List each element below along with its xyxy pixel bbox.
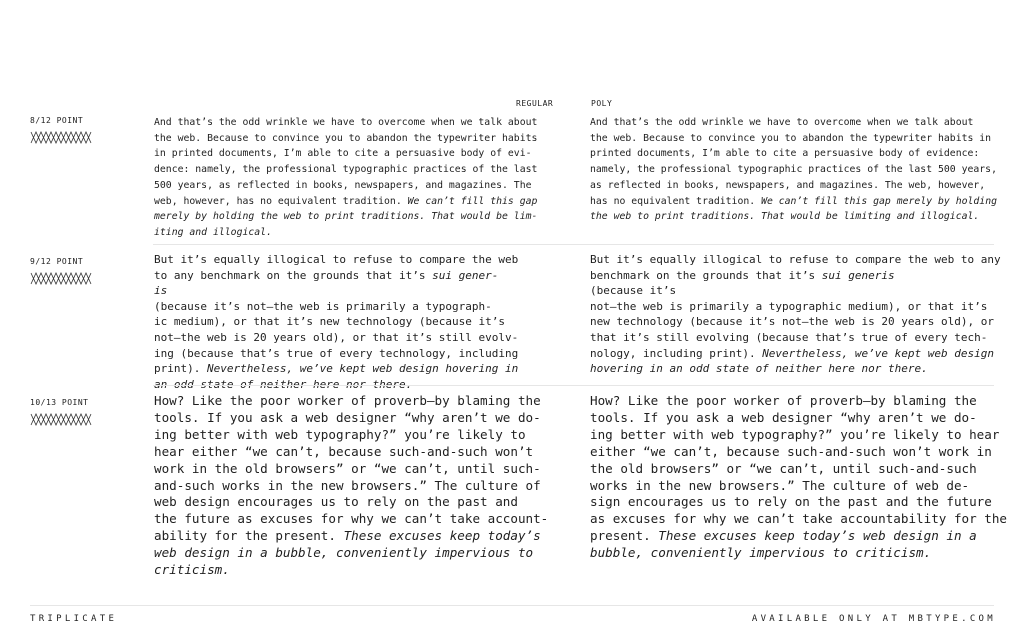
italic-text: We can’t fill this gap (407, 195, 538, 207)
text-line (154, 427, 548, 444)
italic-text: bubble, conveniently impervious to criticism. (590, 545, 932, 561)
zigzag-ornament-icon (30, 270, 92, 289)
roman-text: as excuses for why we can’t take accountability for the (590, 511, 1008, 527)
text-line (154, 268, 518, 284)
footer-availability-link[interactable]: AVAILABLE ONLY AT MBTYPE.COM (751, 614, 996, 624)
text-line (590, 283, 1001, 299)
text-line (154, 478, 548, 495)
text-line (590, 545, 1007, 562)
paragraph-regular (154, 393, 548, 579)
text-line (590, 209, 997, 225)
italic-text: Nevertheless, we’ve kept web design (762, 346, 994, 360)
roman-text: ing better with web typography?” you’re likely to hear (590, 426, 1000, 442)
text-line (154, 528, 548, 545)
italic-text: iting and illogical. (154, 226, 272, 238)
roman-text: ability for the present. (154, 528, 344, 544)
text-line (590, 346, 1001, 362)
zigzag-ornament-icon (30, 411, 92, 430)
text-line (154, 178, 537, 194)
text-line (154, 283, 518, 299)
text-line (590, 194, 997, 210)
roman-text: dence: namely, the professional typographic practices of the last (154, 164, 538, 176)
text-line (590, 511, 1007, 528)
text-line (154, 494, 548, 511)
footer-divider (30, 605, 994, 606)
italic-text: Nevertheless, we’ve kept web design hovering in (206, 362, 519, 376)
italic-text: We can’t fill this gap merely by holding (761, 195, 997, 207)
text-line (154, 346, 518, 362)
roman-text: present. (590, 528, 659, 544)
text-line (154, 131, 537, 147)
text-line (590, 115, 997, 131)
text-line (590, 131, 997, 147)
italic-text: These excuses keep today’s (343, 528, 541, 544)
roman-text: sign encourages us to rely on the past and the future (590, 494, 992, 510)
italic-text: These excuses keep today’s web design in a (658, 528, 977, 544)
row-divider (153, 244, 994, 245)
roman-text: hear either “we can’t, because such-and-such won’t (154, 443, 534, 459)
paragraph-poly (590, 393, 1007, 562)
text-line (154, 162, 537, 178)
roman-text: How? Like the poor worker of proverb—by blaming the (154, 393, 541, 408)
roman-text: web design encourages us to rely on the past and (154, 494, 518, 510)
paragraph-regular (154, 115, 537, 241)
text-line (154, 146, 537, 162)
roman-text: (because it’s not—the web is primarily a typograph- (154, 299, 492, 313)
text-line (154, 461, 548, 478)
text-line (590, 162, 997, 178)
paragraph-poly (590, 252, 1001, 377)
row-divider (153, 385, 994, 386)
text-line (590, 528, 1007, 545)
text-line (154, 511, 548, 528)
text-line (590, 268, 1001, 284)
column-header-regular: REGULAR (516, 99, 554, 108)
roman-text: ic medium), or that it’s new technology (because it’s (154, 315, 505, 329)
roman-text: as reflected in books, newspapers, and magazines. The web, however, (590, 179, 986, 191)
text-line (154, 393, 548, 410)
text-line (590, 330, 1001, 346)
roman-text: And that’s the odd wrinkle we have to overcome when we talk about (590, 117, 974, 128)
point-size-label: 10/13 POINT (30, 398, 89, 407)
point-size-label: 9/12 POINT (30, 257, 84, 266)
roman-text: But it’s equally illogical to refuse to compare the web (154, 253, 519, 266)
roman-text: But it’s equally illogical to refuse to compare the web to any (590, 253, 1001, 266)
italic-text: sui generis (821, 268, 895, 282)
italic-text: web design in a bubble, conveniently impervious to (154, 545, 534, 561)
italic-text: sui gener- (432, 268, 499, 282)
text-line (590, 314, 1001, 330)
italic-text: merely by holding the web to print traditions. That would be lim- (154, 211, 538, 223)
text-line (154, 115, 537, 131)
text-line (590, 361, 1001, 377)
paragraph-poly (590, 115, 997, 225)
text-line (590, 478, 1007, 495)
italic-text: is (154, 284, 168, 298)
roman-text: And that’s the odd wrinkle we have to overcome when we talk about (154, 117, 538, 128)
text-line (590, 444, 1007, 461)
text-line (154, 314, 518, 330)
roman-text: work in the old browsers” or “we can’t, until such- (154, 460, 541, 476)
text-line (590, 410, 1007, 427)
text-line (590, 494, 1007, 511)
roman-text: 500 years, as reflected in books, newspapers, and magazines. The (154, 179, 532, 191)
text-line (154, 209, 537, 225)
text-line (154, 361, 518, 377)
text-line (154, 545, 548, 562)
text-line (590, 393, 1007, 410)
roman-text: in printed documents, I’m able to cite a persuasive body of evi- (154, 148, 532, 160)
roman-text: that it’s still evolving (because that’s true of every tech- (590, 330, 988, 344)
text-line (154, 299, 518, 315)
paragraph-regular (154, 252, 518, 392)
roman-text: web, however, has no equivalent tradition. (154, 195, 408, 207)
roman-text: the web. Because to convince you to abandon the typewriter habits (154, 132, 538, 144)
text-line (154, 330, 518, 346)
zigzag-ornament-icon (30, 129, 92, 148)
italic-text: hovering in an odd state of neither here nor there. (590, 362, 928, 376)
roman-text: works in the new browsers.” The culture of web de- (590, 477, 970, 493)
roman-text: new technology (because it’s not—the web is 20 years old), or (590, 315, 994, 329)
text-line (590, 178, 997, 194)
text-line (590, 146, 997, 162)
text-line (590, 252, 1001, 268)
italic-text: criticism. (154, 562, 230, 578)
roman-text: tools. If you ask a web designer “why aren’t we do- (590, 409, 977, 425)
roman-text: not—the web is primarily a typographic medium), or that it’s (590, 299, 988, 313)
footer-brand: TRIPLICATE (30, 614, 118, 624)
roman-text: either “we can’t, because such-and-such won’t work in (590, 443, 992, 459)
text-line (590, 299, 1001, 315)
column-header-poly: POLY (591, 99, 613, 108)
italic-text: the web to print traditions. That would be limiting and illogical. (590, 211, 980, 223)
text-line (154, 225, 537, 241)
text-line (590, 461, 1007, 478)
text-line (154, 252, 518, 268)
roman-text: namely, the professional typographic practices of the last 500 years, (590, 164, 997, 176)
roman-text: has no equivalent tradition. (590, 195, 762, 207)
roman-text: ing (because that’s true of every technology, including (154, 346, 519, 360)
roman-text: print). (154, 362, 207, 376)
roman-text: nology, including print). (590, 346, 763, 360)
roman-text: (because it’s (590, 284, 677, 298)
roman-text: tools. If you ask a web designer “why aren’t we do- (154, 409, 541, 425)
roman-text: and-such works in the new browsers.” The culture of (154, 477, 541, 493)
roman-text: the web. Because to convince you to abandon the typewriter habits in (590, 132, 992, 144)
roman-text: the old browsers” or “we can’t, until such-and-such (590, 460, 977, 476)
roman-text: not—the web is 20 years old), or that it’s still evolv- (154, 330, 519, 344)
text-line (154, 194, 537, 210)
roman-text: to any benchmark on the grounds that it’s (154, 268, 433, 282)
text-line (154, 410, 548, 427)
text-line (154, 444, 548, 461)
text-line (154, 562, 548, 579)
roman-text: How? Like the poor worker of proverb—by blaming the (590, 393, 977, 408)
point-size-label: 8/12 POINT (30, 116, 84, 125)
roman-text: the future as excuses for why we can’t take account- (154, 511, 549, 527)
roman-text: printed documents, I’m able to cite a persuasive body of evidence: (590, 148, 980, 160)
roman-text: ing better with web typography?” you’re likely to (154, 426, 526, 442)
text-line (590, 427, 1007, 444)
roman-text: benchmark on the grounds that it’s (590, 268, 822, 282)
